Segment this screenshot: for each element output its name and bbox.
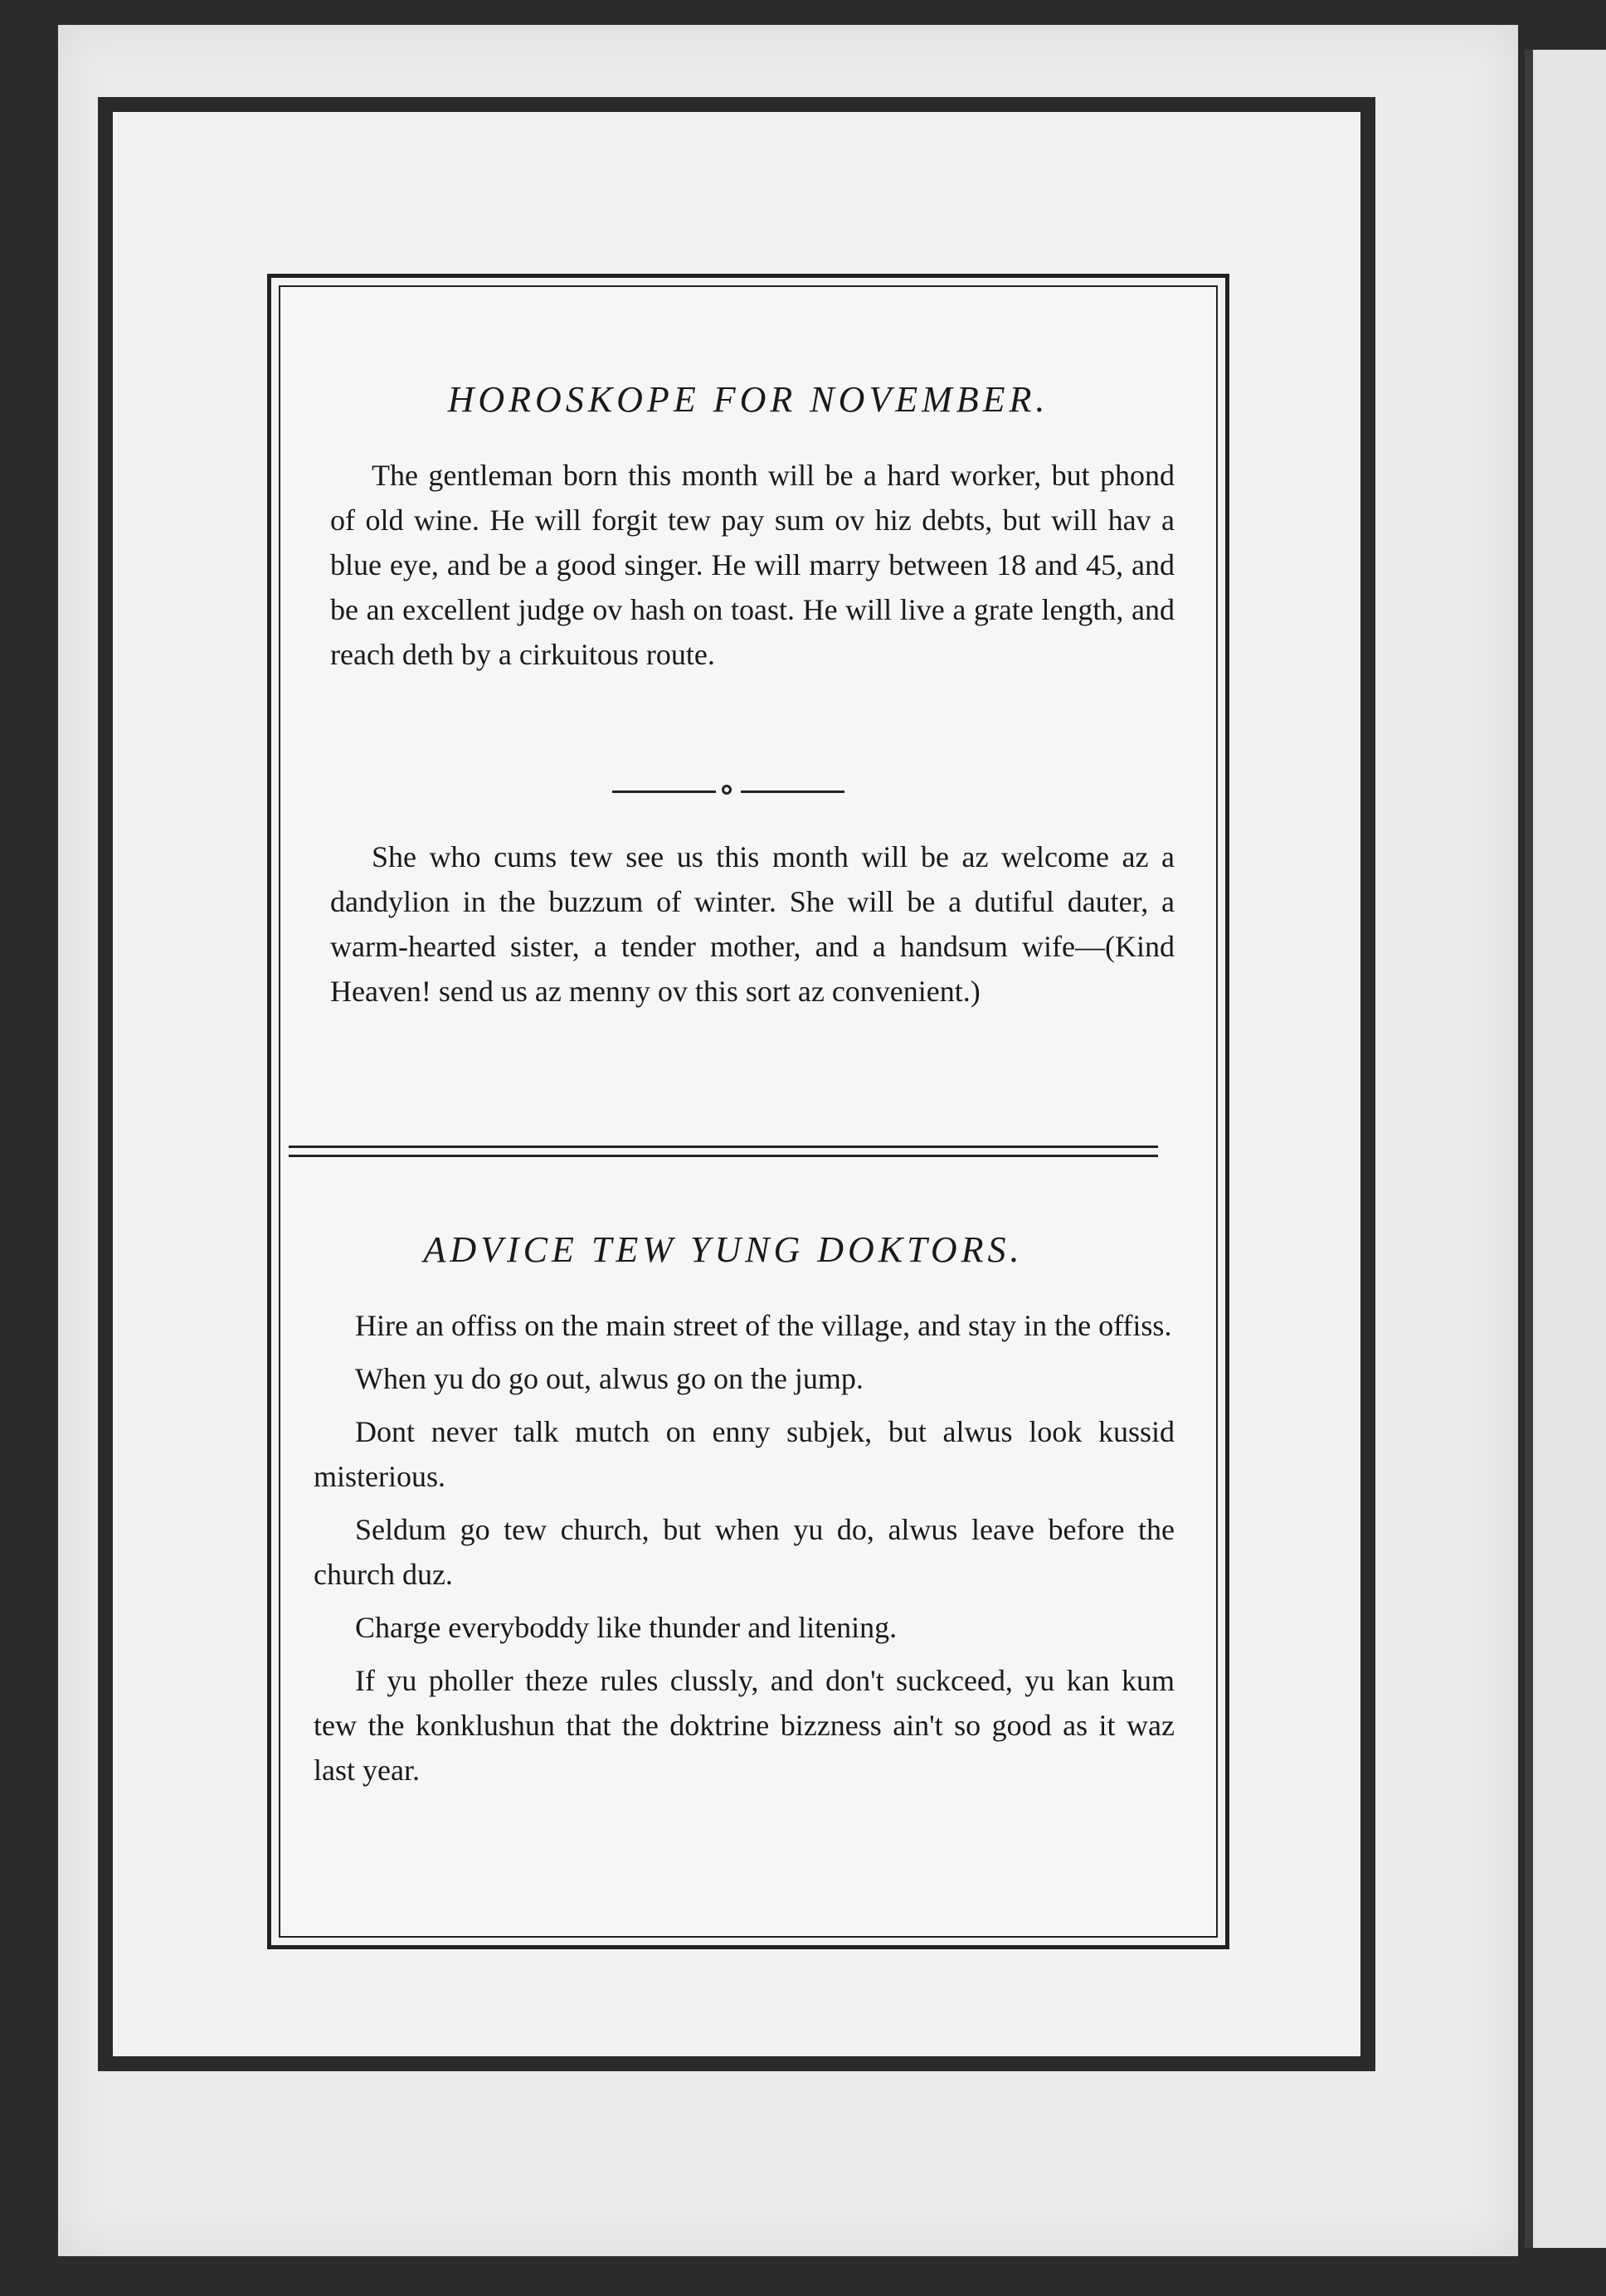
ornament-rule-right bbox=[741, 790, 844, 793]
horoscope-title: HOROSKOPE FOR NOVEMBER. bbox=[447, 379, 1049, 420]
section-ornament bbox=[612, 783, 844, 800]
advice-item: Dont never talk mutch on enny subjek, but alwus look kussid misterious. bbox=[314, 1415, 1175, 1493]
ornament-circle bbox=[722, 785, 732, 795]
advice-item: Charge everyboddy like thunder and litening. bbox=[355, 1611, 898, 1644]
facing-page-edge bbox=[1533, 50, 1606, 2248]
page-gutter bbox=[1525, 50, 1533, 2248]
inner-border-frame bbox=[267, 274, 1229, 1949]
advice-item: If yu pholler theze rules clussly, and don't suckceed, yu kan kum tew the konklushun that the doktrine bizzness ain't so good as it waz last year. bbox=[314, 1664, 1175, 1787]
text-panel bbox=[279, 285, 1218, 1938]
section-divider bbox=[289, 1146, 1158, 1157]
ornament-rule-left bbox=[612, 790, 716, 793]
horoscope-paragraph-1: The gentleman born this month will be a hard worker, but phond of old wine. He will forgit tew pay sum ov hiz debts, but will hav a blue eye, and be a good singer. He will marry between 18 and 45, and be an excellent judge ov hash on toast. He will live a grate length, and reach deth by a cirkuitous route. bbox=[330, 459, 1175, 671]
advice-title: ADVICE TEW YUNG DOKTORS. bbox=[423, 1229, 1024, 1270]
advice-item: Seldum go tew church, but when yu do, alwus leave before the church duz. bbox=[314, 1513, 1175, 1591]
advice-item: When yu do go out, alwus go on the jump. bbox=[355, 1362, 864, 1395]
advice-item: Hire an offiss on the main street of the village, and stay in the offiss. bbox=[355, 1309, 1172, 1342]
horoscope-paragraph-2: She who cums tew see us this month will be az welcome az a dandylion in the buzzum of winter. She will be a dutiful dauter, a warm-hearted sister, a tender mother, and a handsum wife—(Kind Heaven! send us az menny ov this sort az convenient.) bbox=[330, 840, 1175, 1008]
advice-list bbox=[314, 1303, 1175, 1801]
